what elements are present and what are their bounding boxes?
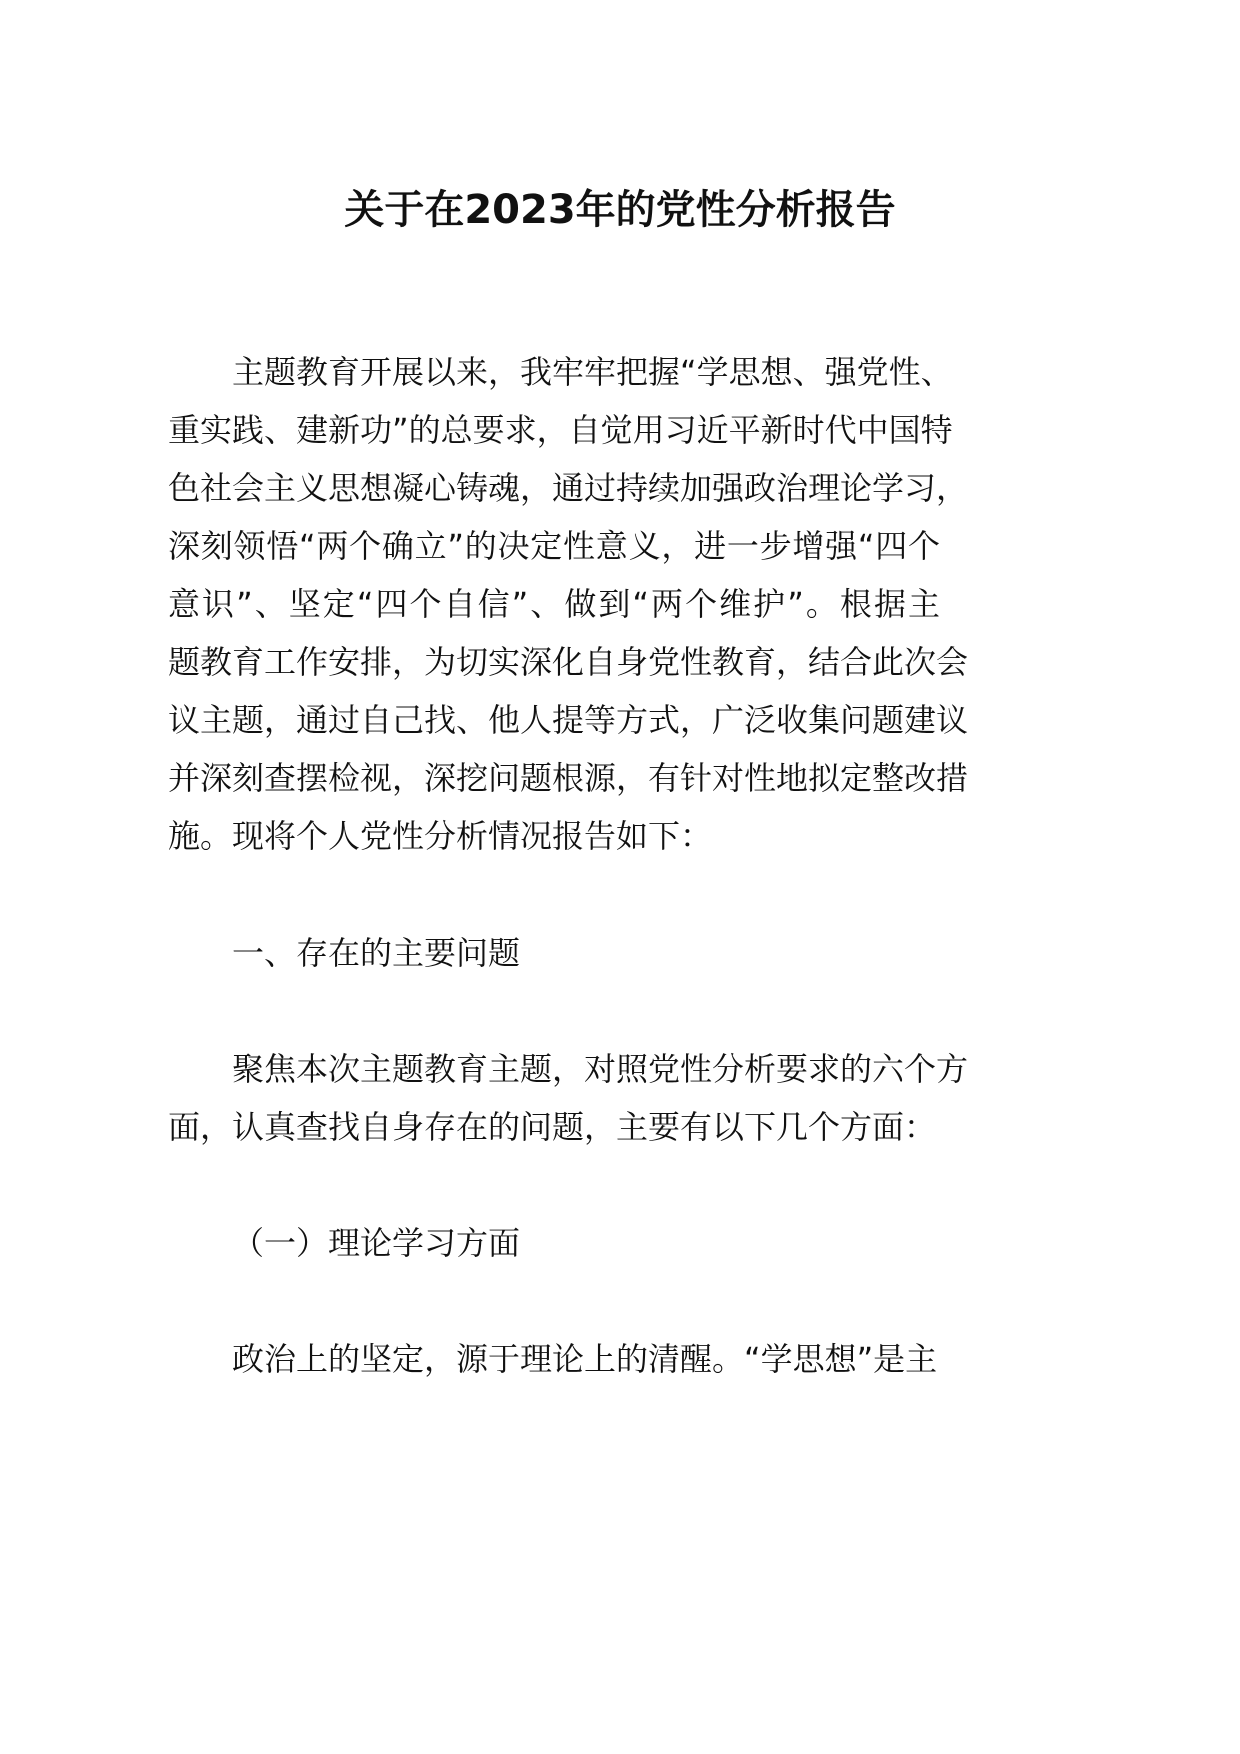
text-line: 主题教育开展以来，我牢牢把握“学思想、强党性、 — [232, 353, 953, 391]
text-line: 面，认真查找自身存在的问题，主要有以下几个方面： — [168, 1108, 937, 1146]
text-line: 议主题，通过自己找、他人提等方式，广泛收集问题建议 — [168, 701, 969, 739]
intro-paragraph — [168, 343, 969, 865]
text-line: 一、存在的主要问题 — [232, 934, 521, 972]
text-line: 并深刻查摆检视，深挖问题根源，有针对性地拟定整改措 — [168, 759, 969, 797]
subsection-heading — [168, 1214, 940, 1272]
text-line: 重实践、建新功”的总要求，自觉用习近平新时代中国特 — [168, 411, 953, 449]
section-heading — [168, 924, 940, 982]
document-title: 关于在2023年的党性分析报告 — [344, 187, 896, 233]
text-line: 题教育工作安排，为切实深化自身党性教育，结合此次会 — [168, 643, 969, 681]
text-line: 意识”、坚定“四个自信”、做到“两个维护”。根据主 — [168, 585, 940, 623]
text-line: 色社会主义思想凝心铸魂，通过持续加强政治理论学习， — [168, 469, 969, 507]
subsection-paragraph — [168, 1330, 940, 1388]
text-line: 政治上的坚定，源于理论上的清醒。“学思想”是主 — [232, 1340, 938, 1378]
section-paragraph — [168, 1040, 969, 1156]
text-line: （一）理论学习方面 — [232, 1224, 521, 1262]
text-line: 聚焦本次主题教育主题，对照党性分析要求的六个方 — [232, 1050, 969, 1088]
text-line: 施。现将个人党性分析情况报告如下： — [168, 817, 713, 855]
text-line: 深刻领悟“两个确立”的决定性意义，进一步增强“四个 — [168, 527, 940, 565]
